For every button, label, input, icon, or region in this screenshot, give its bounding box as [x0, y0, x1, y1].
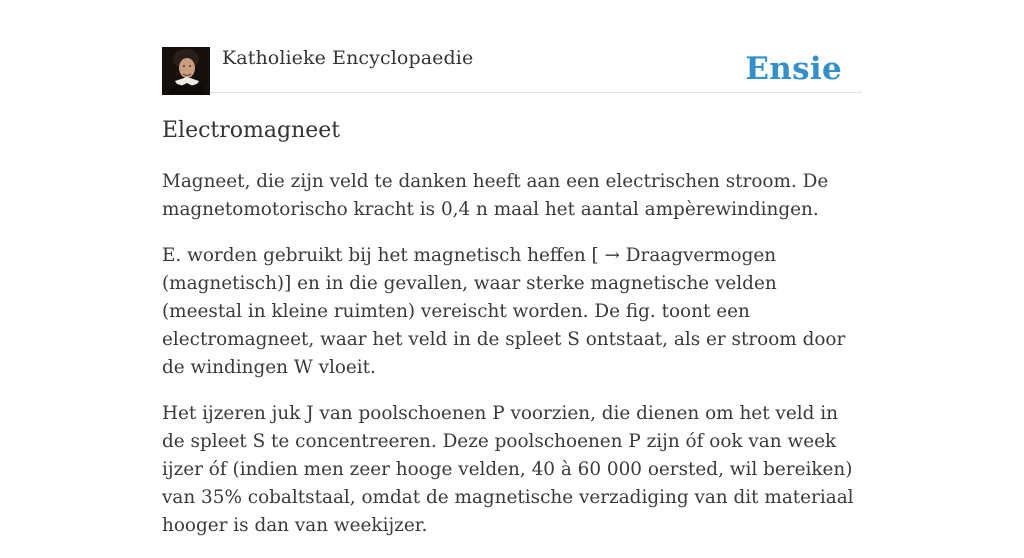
article-title: Electromagneet [162, 118, 341, 143]
header [162, 0, 862, 93]
article-body [162, 168, 862, 558]
brand-logo[interactable]: Ensie [745, 51, 842, 87]
portrait-icon [162, 47, 210, 95]
paragraph: Magneet, die zijn veld te danken heeft aan een electrischen stroom. De magnetomotorischo kracht is 0,4 n maal het aantal ampèrewindingen. [162, 171, 829, 220]
portrait-avatar[interactable] [162, 47, 210, 95]
article-page [162, 0, 862, 536]
paragraph: E. worden gebruikt bij het magnetisch heffen [ → Draagvermogen (magnetisch)] en in die gevallen, waar sterke magnetische velden (meestal in kleine ruimten) vereischt worden. De fig. toont een electromagneet, waar het veld in de spleet S ontstaat, als er stroom door de windingen W vloeit. [162, 245, 846, 378]
source-name[interactable]: Katholieke Encyclopaedie [222, 47, 474, 69]
paragraph: Het ijzeren juk J van poolschoenen P voorzien, die dienen om het veld in de spleet S te concentreeren. Deze poolschoenen P zijn óf ook van week ijzer óf (indien men zeer hooge velden, 40 à 60 000 oersted, wil bereiken) van 35% cobaltstaal, omdat de magnetische verzadiging van dit materiaal hooger is dan van weekijzer. [162, 403, 854, 536]
